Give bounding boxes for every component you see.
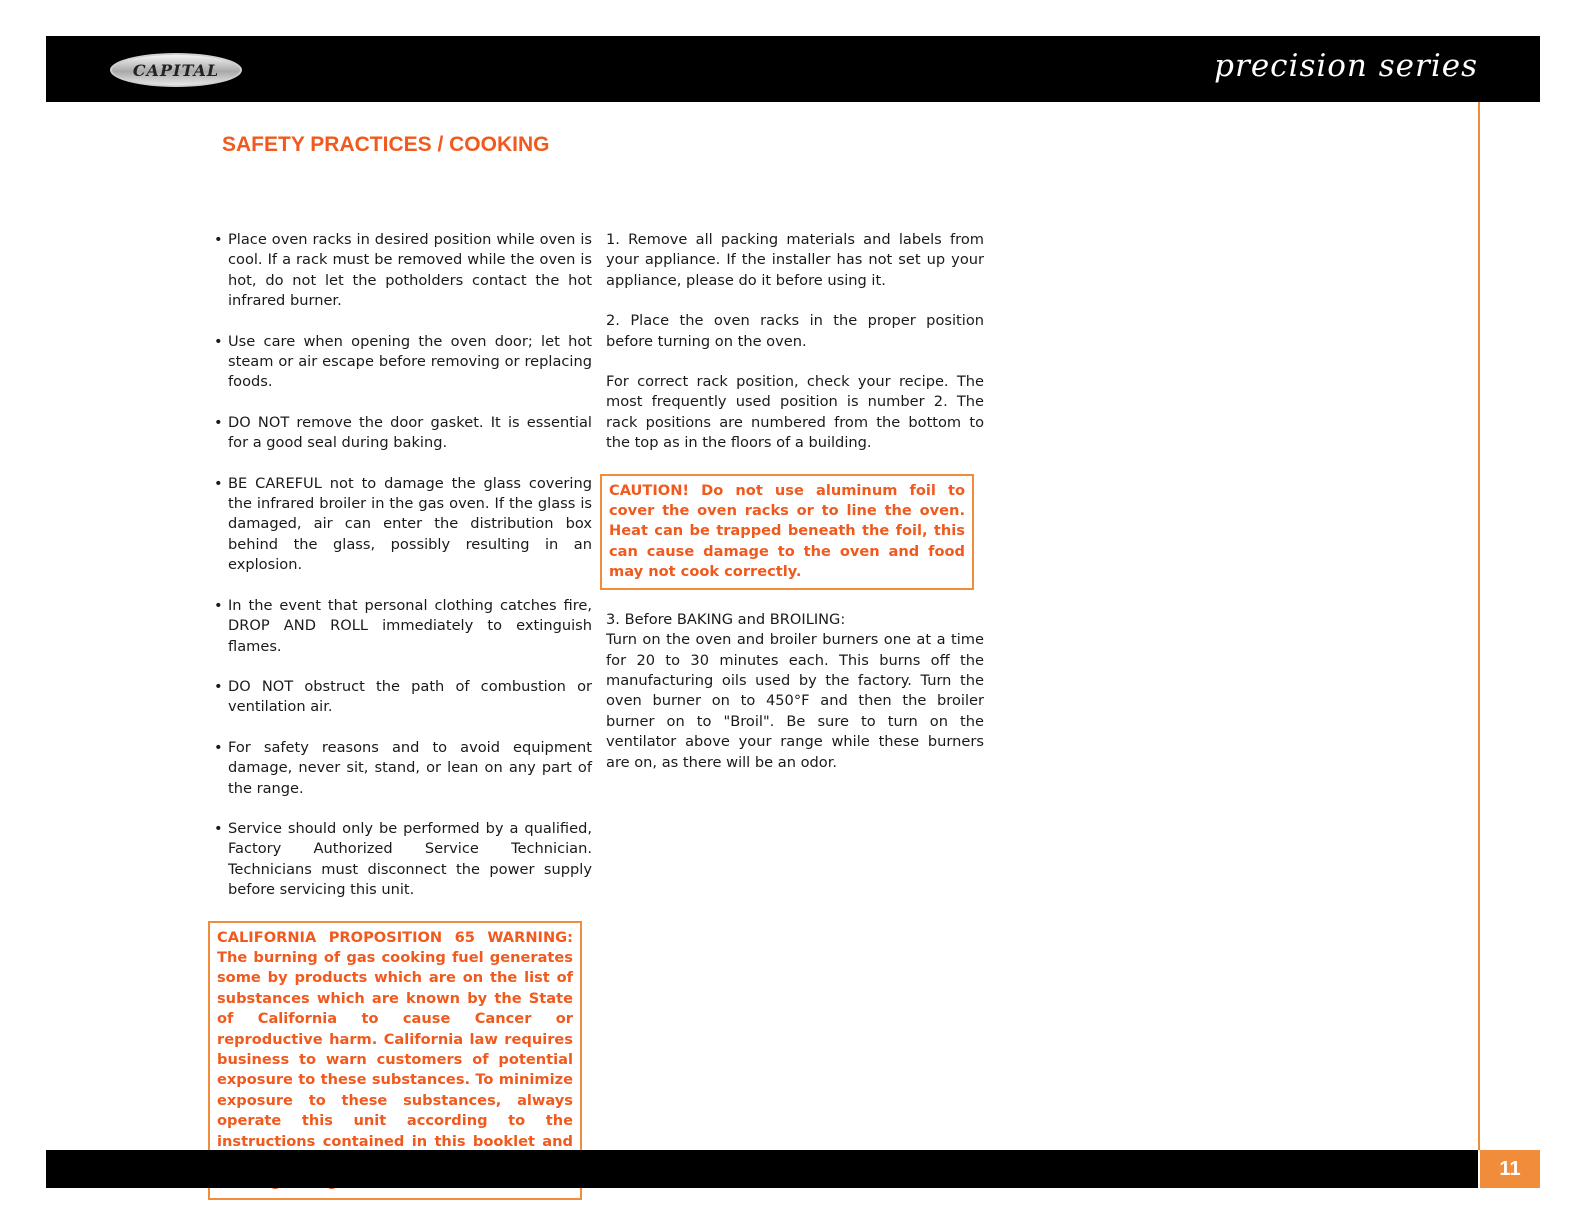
- bullet-item: [214, 738, 592, 799]
- bullet-text: For safety reasons and to avoid equipment damage, never sit, stand, or lean on any part of the range.: [228, 738, 592, 797]
- bullet-item: [214, 332, 592, 393]
- bullet-icon: •: [214, 413, 223, 431]
- bullet-text: BE CAREFUL not to damage the glass covering the infrared broiler in the gas oven. If the glass is damaged, air can enter the distribution box behind the glass, possibly resulting in an explosion.: [228, 474, 592, 574]
- bullet-item: [214, 819, 592, 901]
- header-bar: [46, 36, 1540, 102]
- bullet-item: [214, 596, 592, 657]
- rack-position-text: For correct rack position, check your recipe. The most frequently used position is number 2. The rack positions are numbered from the bottom to the top as in the floors of a building.: [606, 373, 984, 452]
- bullet-icon: •: [214, 819, 223, 837]
- step-3-body: Turn on the oven and broiler burners one at a time for 20 to 30 minutes each. This burns off the manufacturing oils used by the factory. Turn the oven burner on to 450°F and then the broiler burner on to "Broil". Be sure to turn on the ventilator above your range while these burners are on, as there will be an odor.: [606, 631, 984, 771]
- bullet-icon: •: [214, 738, 223, 756]
- orange-margin-line: [1478, 102, 1480, 1150]
- series-tagline: precision series: [1214, 48, 1478, 84]
- bullet-text: Service should only be performed by a qualified, Factory Authorized Service Technician. Technicians must disconnect the power supply before servicing this unit.: [228, 819, 592, 899]
- step-3-title: 3. Before BAKING and BROILING:: [606, 610, 846, 628]
- bullet-text: DO NOT obstruct the path of combustion or ventilation air.: [228, 677, 592, 716]
- bullet-item: [214, 677, 592, 718]
- bullet-icon: •: [214, 677, 223, 695]
- bullet-text: In the event that personal clothing catches fire, DROP AND ROLL immediately to extinguish flames.: [228, 596, 592, 655]
- bullet-text: Use care when opening the oven door; let hot steam or air escape before removing or replacing foods.: [228, 332, 592, 391]
- step-2-text: 2. Place the oven racks in the proper position before turning on the oven.: [606, 312, 984, 350]
- step-1-text: 1. Remove all packing materials and labels from your appliance. If the installer has not set up your appliance, please do it before using it.: [606, 231, 984, 289]
- footer-bar: [46, 1150, 1478, 1188]
- bullet-icon: •: [214, 474, 223, 492]
- caution-box: CAUTION! Do not use aluminum foil to cover the oven racks or to line the oven. Heat can be trapped beneath the foil, this can cause damage to the oven and food may not cook correctly.: [600, 474, 974, 590]
- page-title: SAFETY PRACTICES / COOKING: [222, 133, 550, 156]
- bullet-item: [214, 413, 592, 454]
- bullet-text: DO NOT remove the door gasket. It is essential for a good seal during baking.: [228, 413, 592, 452]
- bullet-icon: •: [214, 332, 223, 350]
- page-number: 11: [1480, 1150, 1540, 1188]
- bullet-item: [214, 474, 592, 576]
- capital-logo: [110, 53, 242, 87]
- bullet-item: [214, 230, 592, 312]
- prop65-warning-box: CALIFORNIA PROPOSITION 65 WARNING: The burning of gas cooking fuel generates some by products which are on the list of substances which are known by the State of California to cause Cancer or reproductive harm. California law requires business to warn customers of potential exposure to these substances. To minimize exposure to these substances, always operate this unit according to the instructions contained in this booklet and: [208, 921, 582, 1200]
- logo-text: CAPITAL: [132, 60, 220, 80]
- left-column: [214, 230, 592, 1200]
- right-column: [606, 230, 984, 793]
- bullet-text: Place oven racks in desired position while oven is cool. If a rack must be removed while the oven is hot, do not let the potholders contact the hot infrared burner.: [228, 231, 592, 310]
- bullet-icon: •: [214, 596, 223, 614]
- bullet-icon: •: [214, 231, 223, 248]
